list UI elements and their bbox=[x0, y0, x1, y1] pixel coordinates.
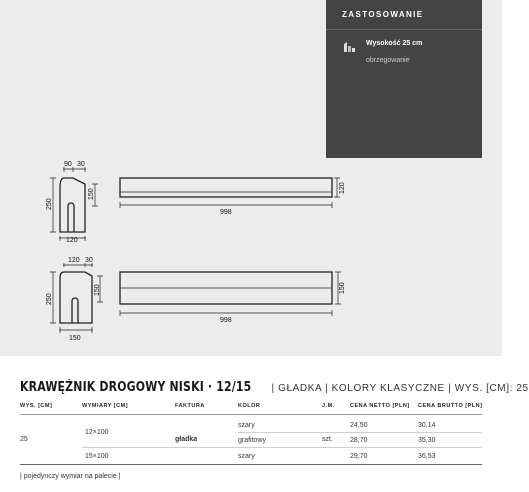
side-view-top bbox=[120, 178, 332, 197]
header-net: CENA NETTO [PLN] bbox=[350, 403, 410, 409]
dim-bottom-base: 150 bbox=[69, 335, 81, 342]
cell-texture: gładka bbox=[175, 436, 198, 443]
header-unit: J.M. bbox=[322, 403, 335, 409]
dim-top-base: 120 bbox=[66, 237, 78, 244]
header-texture: FAKTURA bbox=[175, 403, 205, 409]
header-rule bbox=[20, 414, 482, 415]
row-3-gross: 36,53 bbox=[418, 453, 436, 460]
row-2-gross: 35,30 bbox=[418, 437, 436, 444]
row-2-color: grafitowy bbox=[238, 437, 267, 444]
row-rule bbox=[238, 432, 482, 433]
row-rule bbox=[82, 447, 482, 448]
table-bottom-rule bbox=[20, 464, 482, 465]
footnote: | pojedynczy wymiar na palecie | bbox=[20, 473, 121, 480]
cell-dim-1: 12×100 bbox=[85, 429, 109, 436]
row-1-color: szary bbox=[238, 422, 255, 429]
dim-bottom-length: 998 bbox=[220, 317, 232, 324]
row-1-gross: 30,14 bbox=[418, 422, 436, 429]
application-height: Wysokość 25 cm bbox=[366, 40, 423, 47]
row-3-net: 29,70 bbox=[350, 453, 368, 460]
row-3-color: szary bbox=[238, 453, 255, 460]
row-2-net: 28,70 bbox=[350, 437, 368, 444]
header-dimensions: WYMIARY [CM] bbox=[82, 403, 129, 409]
dim-bottom-height: 250 bbox=[46, 293, 53, 305]
header-gross: CENA BRUTTO [PLN] bbox=[418, 403, 483, 409]
dim-top-width: 90 bbox=[64, 161, 72, 168]
product-name: KRAWĘŻNIK DROGOWY NISKI · 12/15 bbox=[20, 380, 252, 395]
cell-height: 25 bbox=[20, 436, 28, 443]
dim-bottom-inner: 150 bbox=[94, 284, 101, 296]
product-title bbox=[20, 378, 529, 396]
header-color: KOLOR bbox=[238, 403, 261, 409]
dim-top-offset: 30 bbox=[77, 161, 85, 168]
product-spec: | GŁADKA | KOLORY KLASYCZNE | WYS. [CM]: 25 bbox=[271, 383, 529, 394]
dim-top-side-height: 120 bbox=[339, 182, 346, 194]
dim-bottom-width: 120 bbox=[68, 257, 80, 264]
application-use: obrzegowanie bbox=[366, 57, 410, 64]
dim-bottom-side-height: 150 bbox=[339, 282, 346, 294]
dim-top-height: 250 bbox=[46, 198, 53, 210]
header-height: WYS. [CM] bbox=[20, 403, 53, 409]
cell-dim-2: 15×100 bbox=[85, 453, 109, 460]
dim-top-inner: 150 bbox=[88, 188, 95, 200]
cell-unit: szt. bbox=[322, 436, 333, 443]
cross-section-top bbox=[60, 178, 85, 232]
dim-top-length: 998 bbox=[220, 209, 232, 216]
application-title: ZASTOSOWANIE bbox=[342, 10, 424, 19]
dim-bottom-offset: 30 bbox=[85, 257, 93, 264]
row-1-net: 24,50 bbox=[350, 422, 368, 429]
